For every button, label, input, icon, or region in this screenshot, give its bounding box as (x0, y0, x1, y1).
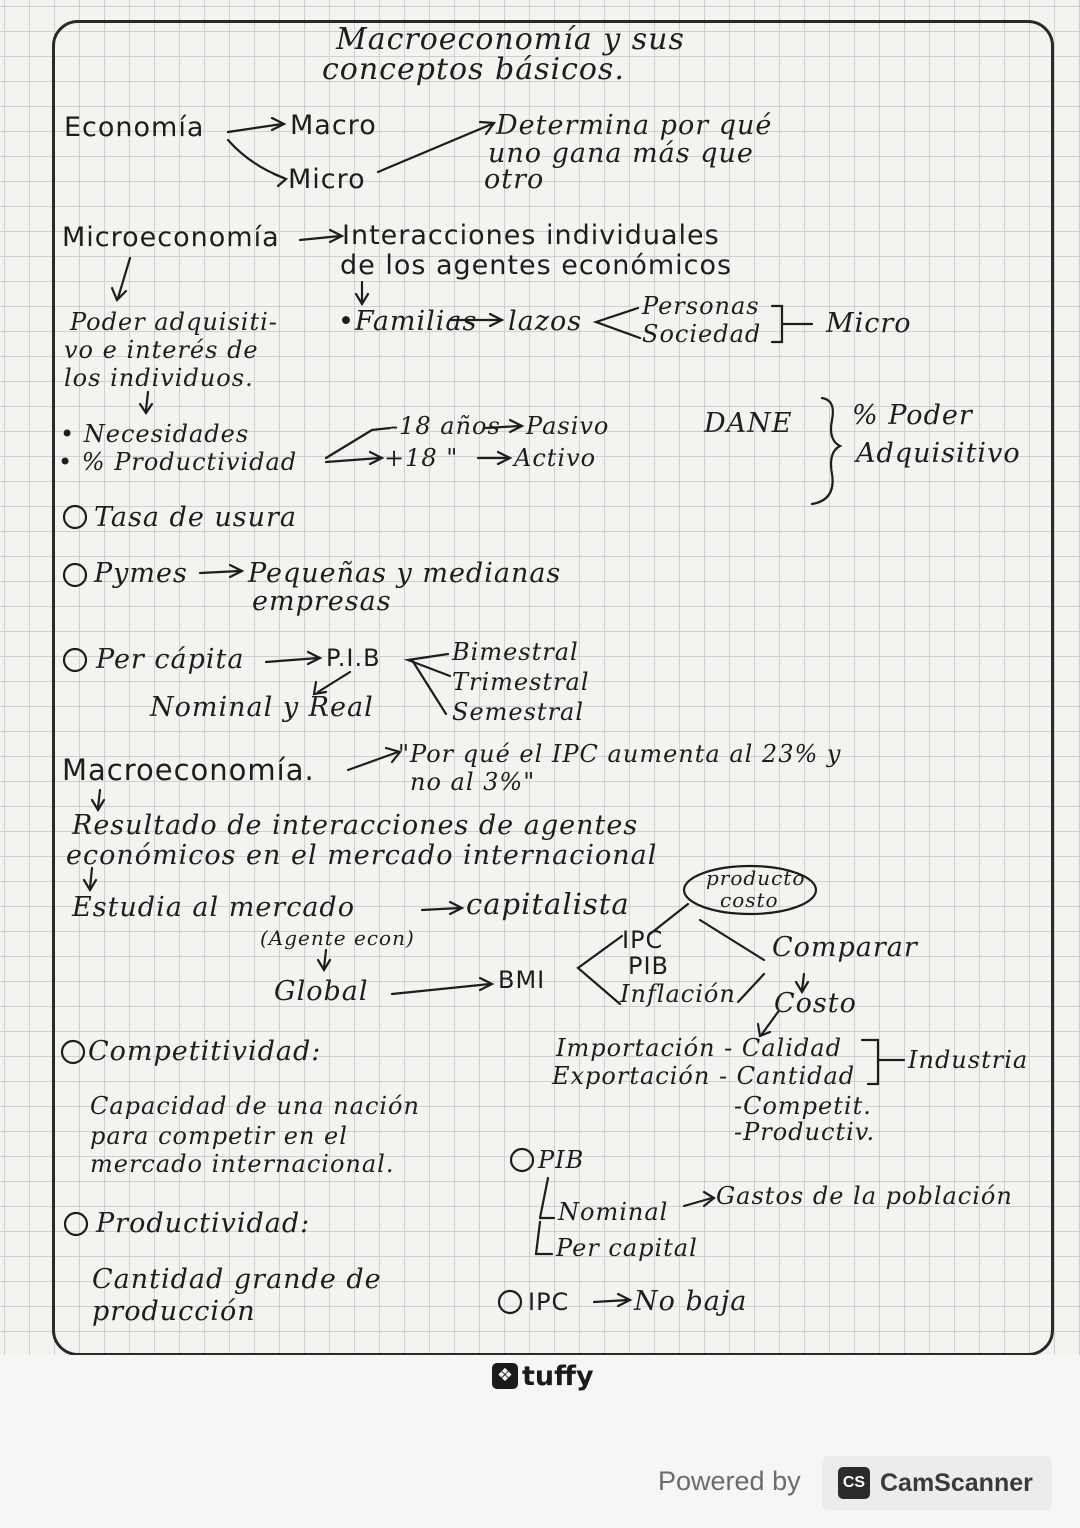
poder-line-2: vo e interés de (64, 336, 259, 364)
trimestral-label: Trimestral (452, 668, 590, 696)
productividad-def-line-2: producción (92, 1296, 256, 1327)
familias-label: •Familias (338, 306, 478, 337)
tuffy-logo (492, 1360, 594, 1392)
pib-nominal-label: Nominal (558, 1198, 669, 1226)
pymes-def-line-1: Pequeñas y medianas (248, 558, 562, 589)
page-title-line-2: conceptos básicos. (322, 52, 625, 87)
dane-label: DANE (704, 408, 793, 439)
importacion-label: Importación - Calidad (556, 1034, 842, 1062)
pymes-label: Pymes (94, 558, 188, 589)
determina-line-2: uno gana más que (488, 138, 754, 169)
costo-top-label: costo (720, 888, 779, 912)
competit-label: -Competit. (734, 1092, 872, 1120)
bimestral-label: Bimestral (452, 638, 579, 666)
microeconomia-label: Microeconomía (62, 222, 280, 253)
tasa-usura: Tasa de usura (94, 502, 298, 533)
exportacion-label: Exportación - Cantidad (552, 1062, 856, 1090)
pib-branch-label: PIB (628, 952, 670, 980)
productividad-heading: Productividad: (96, 1208, 311, 1239)
lazos-label: lazos (508, 306, 583, 337)
camscanner-badge (822, 1456, 1052, 1510)
sociedad-label: Sociedad (642, 320, 762, 348)
gastos-poblacion-label: Gastos de la población (716, 1182, 1013, 1210)
interacciones-line-1: Interacciones individuales (342, 220, 720, 251)
poder-line-3: los individuos. (64, 364, 254, 392)
economia-label: Economía (64, 112, 205, 143)
interacciones-line-2: de los agentes económicos (340, 250, 733, 281)
semestral-label: Semestral (452, 698, 585, 726)
competitividad-def-line-3: mercado internacional. (90, 1150, 395, 1178)
page-title-line-1: Macroeconomía y sus (336, 22, 685, 57)
adquisitivo-label: Adquisitivo (856, 438, 1021, 469)
determina-line-1: Determina por qué (496, 110, 773, 141)
per-capita-label: Per cápita (96, 644, 245, 675)
costo-label: Costo (774, 988, 857, 1019)
determina-line-3: otro (484, 164, 545, 195)
pib-label: P.I.B (326, 644, 381, 672)
necesidades-label: • Necesidades (60, 420, 250, 448)
competitividad-heading: Competitividad: (88, 1036, 322, 1067)
comparar-label: Comparar (772, 932, 918, 963)
ipc-no-baja-label: No baja (634, 1286, 748, 1317)
camscanner-text: CamScanner (880, 1468, 1033, 1497)
camscanner-icon: CS (838, 1467, 870, 1499)
pymes-def-line-2: empresas (252, 586, 392, 617)
macro-quote-line-1: "Por qué el IPC aumenta al 23% y (398, 740, 842, 768)
global-label: Global (274, 976, 369, 1007)
tuffy-brand-text: tuffy (522, 1360, 594, 1392)
poder-line-1: Poder adquisiti- (70, 308, 278, 336)
pib-definition-heading: PIB (538, 1146, 585, 1174)
menor-18-label: -18 años (390, 412, 501, 440)
micro-tag: Micro (826, 308, 912, 339)
ipc-definition-heading: IPC (528, 1288, 570, 1316)
productividad-def-line-1: Cantidad grande de (92, 1264, 382, 1295)
competitividad-def-line-2: para competir en el (90, 1122, 348, 1150)
activo-label: Activo (514, 444, 597, 472)
powered-by-text: Powered by (658, 1466, 801, 1496)
micro-label: Micro (288, 164, 366, 195)
mayor-18-label: +18 " (384, 444, 459, 472)
capitalista-label: capitalista (466, 887, 630, 921)
productividad-label: • % Productividad (58, 448, 298, 476)
industria-label: Industria (908, 1046, 1029, 1074)
estudia-label: Estudia al mercado (72, 892, 355, 923)
resultado-line-1: Resultado de interacciones de agentes (72, 810, 639, 841)
competitividad-def-line-1: Capacidad de una nación (90, 1092, 420, 1120)
macro-label: Macro (290, 110, 377, 141)
ipc-branch-label: IPC (622, 926, 664, 954)
bmi-label: BMI (498, 966, 546, 994)
producto-label: producto (706, 866, 806, 890)
productiv-label: -Productiv. (734, 1118, 876, 1146)
personas-label: Personas (642, 292, 760, 320)
poder-pct-label: % Poder (852, 400, 973, 431)
pasivo-label: Pasivo (526, 412, 610, 440)
agente-econ-label: (Agente econ) (260, 926, 415, 950)
nominal-real-label: Nominal y Real (150, 692, 374, 723)
macro-quote-line-2: no al 3%" (410, 768, 536, 796)
resultado-line-2: económicos en el mercado internacional (66, 840, 658, 871)
macroeconomia-label: Macroeconomía. (62, 753, 315, 787)
per-capital-label: Per capital (556, 1234, 698, 1262)
inflacion-branch-label: Inflación (620, 980, 736, 1008)
tuffy-logo-icon: ❖ (492, 1363, 518, 1389)
